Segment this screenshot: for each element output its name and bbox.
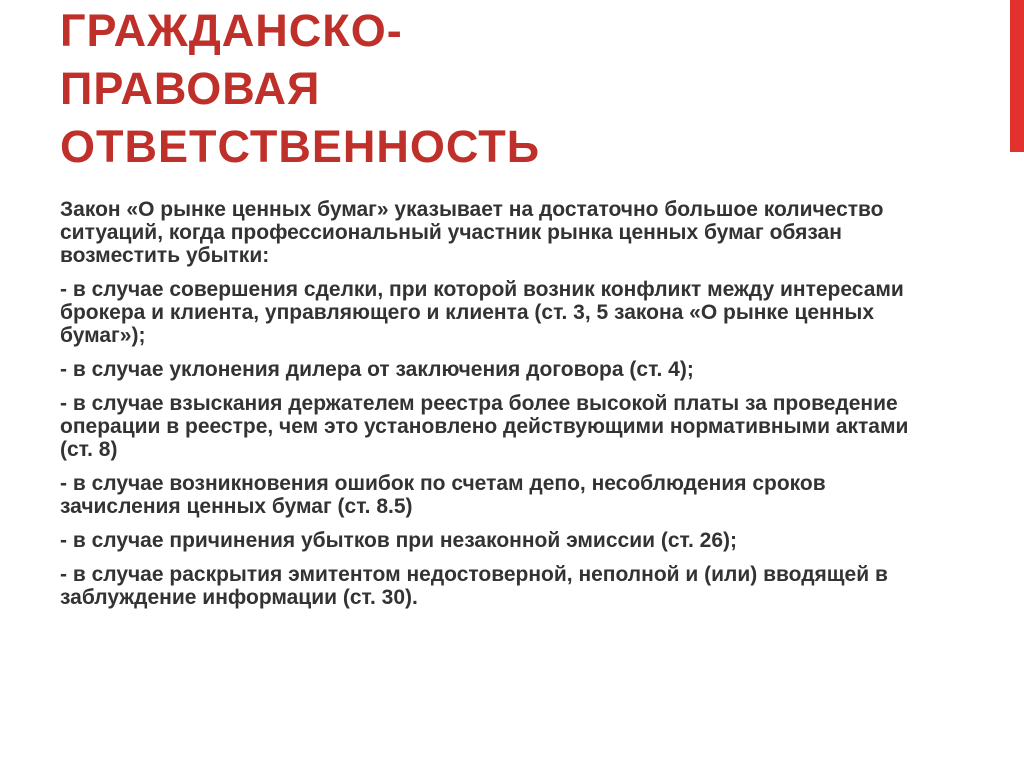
slide-title bbox=[60, 2, 960, 176]
list-item: - в случае совершения сделки, при которой возник конфликт между интересами брокера и клиента, управляющего и клиента (ст. 3, 5 закона «О рынке ценных бумаг»); bbox=[60, 278, 904, 347]
title-line-1: ГРАЖДАНСКО- bbox=[60, 5, 403, 56]
list-item: - в случае возникновения ошибок по счетам депо, несоблюдения сроков зачисления ценных бумаг (ст. 8.5) bbox=[60, 472, 826, 518]
list-item: - в случае взыскания держателем реестра более высокой платы за проведение операции в реестре, чем это установлено действующими нормативными актами (ст. 8) bbox=[60, 392, 909, 461]
accent-bar bbox=[1010, 0, 1024, 152]
list-item: - в случае раскрытия эмитентом недостоверной, неполной и (или) вводящей в заблуждение информации (ст. 30). bbox=[60, 563, 888, 609]
slide-body bbox=[60, 198, 920, 620]
title-line-2: ПРАВОВАЯ bbox=[60, 63, 321, 114]
list-item: - в случае уклонения дилера от заключения договора (ст. 4); bbox=[60, 358, 694, 381]
list-item: - в случае причинения убытков при незаконной эмиссии (ст. 26); bbox=[60, 529, 737, 552]
intro-paragraph: Закон «О рынке ценных бумаг» указывает на достаточно большое количество ситуаций, когда профессиональный участник рынка ценных бумаг обязан возместить убытки: bbox=[60, 198, 884, 267]
title-line-3: ОТВЕТСТВЕННОСТЬ bbox=[60, 121, 541, 172]
